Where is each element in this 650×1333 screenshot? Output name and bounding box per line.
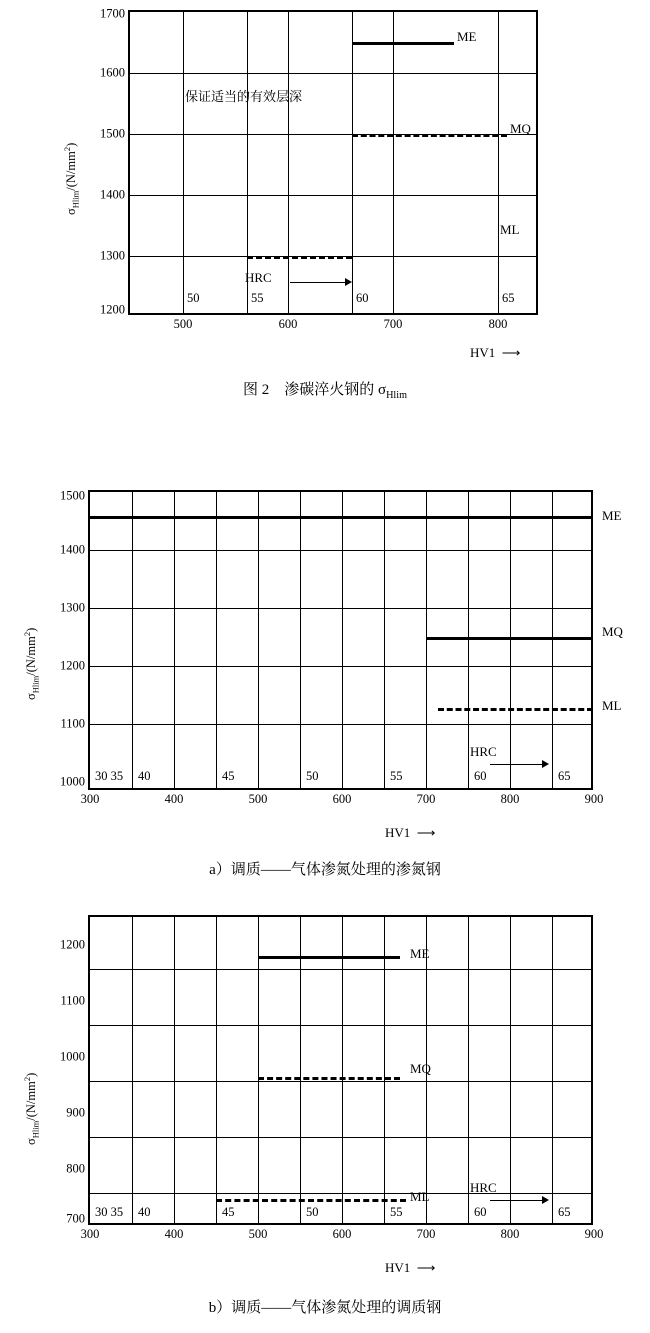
figure-2-x-axis-title — [470, 345, 520, 361]
x-tick-label: 700 — [416, 1227, 436, 1241]
x-tick-label: 400 — [164, 792, 184, 806]
y-tick-label: 1700 — [100, 6, 125, 21]
y-tick-label: 1400 — [60, 542, 85, 557]
hrc-tick-label: 65 — [558, 769, 571, 783]
gridline-v-hrc — [352, 12, 353, 313]
x-tick-label: 900 — [584, 792, 604, 806]
figure-2-caption: 图 2 渗碳淬火钢的 $\sigma_{Hlim}$ — [242, 382, 408, 401]
figure-2-hrc-label: HRC — [245, 270, 272, 285]
y-tick-label: 1300 — [100, 248, 125, 263]
x-tick-label: 800 — [488, 317, 508, 331]
x-tick-label: 300 — [80, 1227, 100, 1241]
gridline-h — [90, 1025, 591, 1026]
series-line-mq — [352, 134, 507, 137]
gridline-h — [90, 550, 591, 551]
figure-a-plot-area — [60, 488, 623, 806]
series-label-ml: ML — [410, 1189, 430, 1204]
series-label-me: ME — [457, 29, 477, 44]
figure-2-y-axis-label: $\sigma_{Hlim}/(N/mm^2)$ — [62, 142, 81, 215]
arrow-right-icon: ⟶ — [413, 825, 436, 840]
figure-b-caption: b）调质——气体渗氮处理的调质钢 — [208, 1300, 442, 1316]
gridline-v — [342, 492, 343, 788]
series-line-me — [90, 516, 593, 519]
hrc-tick-label: 30 35 — [95, 769, 124, 783]
x-tick-label: 600 — [332, 1227, 352, 1241]
arrow-right-icon: ⟶ — [413, 1260, 436, 1275]
hrc-tick-label: 65 — [502, 291, 515, 305]
gridline-v — [174, 917, 175, 1223]
gridline-v-hrc — [132, 917, 133, 1223]
gridline-h — [90, 1193, 591, 1194]
gridline-v — [510, 917, 511, 1223]
gridline-v-hrc — [468, 917, 469, 1223]
figure-b-hrc-label: HRC — [470, 1180, 497, 1195]
series-line-ml — [216, 1199, 406, 1202]
gridline-v — [183, 12, 184, 313]
y-tick-label: 1200 — [60, 937, 85, 952]
hrc-tick-label: 40 — [138, 1205, 151, 1219]
hrc-tick-label: 55 — [390, 1205, 403, 1219]
series-line-me — [258, 956, 400, 959]
x-tick-label: 700 — [383, 317, 403, 331]
y-tick-label: 1100 — [60, 716, 85, 731]
hrc-tick-label: 65 — [558, 1205, 571, 1219]
series-label-me: ME — [602, 508, 622, 523]
gridline-v-hrc — [216, 492, 217, 788]
gridline-v-hrc — [552, 492, 553, 788]
hrc-tick-label: 30 35 — [95, 1205, 124, 1219]
figure-2-note: 保证适当的有效层深 — [185, 89, 303, 104]
x-tick-label: 400 — [164, 1227, 184, 1241]
y-tick-label: 1100 — [60, 993, 85, 1008]
gridline-v-hrc — [384, 917, 385, 1223]
gridline-v — [288, 12, 289, 313]
gridline-v-hrc — [468, 492, 469, 788]
figure-a-x-axis-title — [385, 825, 435, 841]
hrc-tick-label: 60 — [474, 1205, 487, 1219]
x-tick-label: 800 — [500, 792, 520, 806]
hrc-tick-label: 55 — [251, 291, 264, 305]
hrc-arrow-head — [542, 760, 549, 768]
series-line-ml — [438, 708, 593, 711]
series-label-ml: ML — [602, 698, 622, 713]
gridline-v — [498, 12, 499, 313]
x-tick-label: 500 — [173, 317, 193, 331]
figure-b-y-axis-label: $\sigma_{Hlim}/(N/mm^2)$ — [22, 1072, 41, 1145]
hrc-arrow-line — [290, 282, 347, 283]
hrc-arrow-head — [345, 278, 352, 286]
gridline-h — [130, 73, 536, 74]
x-tick-label: 600 — [332, 792, 352, 806]
y-tick-label: 1400 — [100, 187, 125, 202]
gridline-h — [90, 608, 591, 609]
gridline-v — [510, 492, 511, 788]
hrc-tick-label: 40 — [138, 769, 151, 783]
x-tick-label: 800 — [500, 1227, 520, 1241]
hrc-arrow-head — [542, 1196, 549, 1204]
gridline-v-hrc — [247, 12, 248, 313]
figure-a-caption: a）调质——气体渗氮处理的渗氮钢 — [209, 862, 441, 878]
y-tick-label: 1200 — [100, 302, 125, 317]
series-label-mq: MQ — [410, 1061, 431, 1076]
y-tick-label: 1200 — [60, 658, 85, 673]
series-label-me: ME — [410, 946, 430, 961]
gridline-v-hrc — [300, 492, 301, 788]
gridline-v-hrc — [216, 917, 217, 1223]
figure-2 — [0, 0, 650, 420]
y-tick-label: 1000 — [60, 1049, 85, 1064]
x-tick-label: 700 — [416, 792, 436, 806]
gridline-v — [426, 492, 427, 788]
x-tick-label: 500 — [248, 1227, 268, 1241]
series-line-ml — [247, 256, 352, 259]
series-line-me — [352, 42, 454, 45]
gridline-v-hrc — [552, 917, 553, 1223]
gridline-h — [130, 195, 536, 196]
x-tick-label: 900 — [584, 1227, 604, 1241]
gridline-h — [90, 724, 591, 725]
series-line-mq — [258, 1077, 400, 1080]
series-label-mq: MQ — [602, 624, 623, 639]
gridline-v — [258, 492, 259, 788]
y-tick-label: 1500 — [100, 126, 125, 141]
hrc-tick-label: 50 — [306, 1205, 319, 1219]
figure-a-hrc-label: HRC — [470, 744, 497, 759]
x-axis-title-text: HV1 — [385, 825, 411, 840]
figure-b-plot-area — [60, 915, 604, 1241]
hrc-tick-label: 60 — [356, 291, 369, 305]
series-label-mq: MQ — [510, 121, 531, 136]
y-tick-label: 800 — [66, 1161, 85, 1176]
gridline-v — [174, 492, 175, 788]
y-tick-label: 900 — [66, 1105, 85, 1120]
hrc-tick-label: 50 — [187, 291, 200, 305]
series-line-mq — [426, 637, 593, 640]
y-tick-label: 1300 — [60, 600, 85, 615]
y-tick-label: 1000 — [60, 774, 85, 789]
gridline-h — [90, 1137, 591, 1138]
hrc-tick-label: 45 — [222, 769, 235, 783]
figure-a — [0, 470, 650, 890]
hrc-tick-label: 55 — [390, 769, 403, 783]
x-axis-title-text: HV1 — [385, 1260, 411, 1275]
x-axis-title-text: HV1 — [470, 345, 496, 360]
hrc-tick-label: 60 — [474, 769, 487, 783]
hrc-arrow-line — [490, 764, 545, 765]
hrc-arrow-line — [490, 1200, 545, 1201]
x-tick-label: 600 — [278, 317, 298, 331]
gridline-h — [90, 969, 591, 970]
figure-2-plot-area — [100, 6, 538, 331]
hrc-tick-label: 45 — [222, 1205, 235, 1219]
hrc-tick-label: 50 — [306, 769, 319, 783]
gridline-h — [90, 666, 591, 667]
figure-b — [0, 900, 650, 1330]
gridline-v — [258, 917, 259, 1223]
gridline-h — [90, 1081, 591, 1082]
figure-b-x-axis-title — [385, 1260, 435, 1276]
x-tick-label: 500 — [248, 792, 268, 806]
gridline-v-hrc — [300, 917, 301, 1223]
y-tick-label: 1500 — [60, 488, 85, 503]
gridline-v-hrc — [132, 492, 133, 788]
gridline-v — [342, 917, 343, 1223]
arrow-right-icon: ⟶ — [498, 345, 521, 360]
y-tick-label: 700 — [66, 1211, 85, 1226]
x-tick-label: 300 — [80, 792, 100, 806]
gridline-v-hrc — [384, 492, 385, 788]
series-label-ml: ML — [500, 222, 520, 237]
figure-a-y-axis-label: $\sigma_{Hlim}/(N/mm^2)$ — [22, 627, 41, 700]
y-tick-label: 1600 — [100, 65, 125, 80]
gridline-v — [393, 12, 394, 313]
